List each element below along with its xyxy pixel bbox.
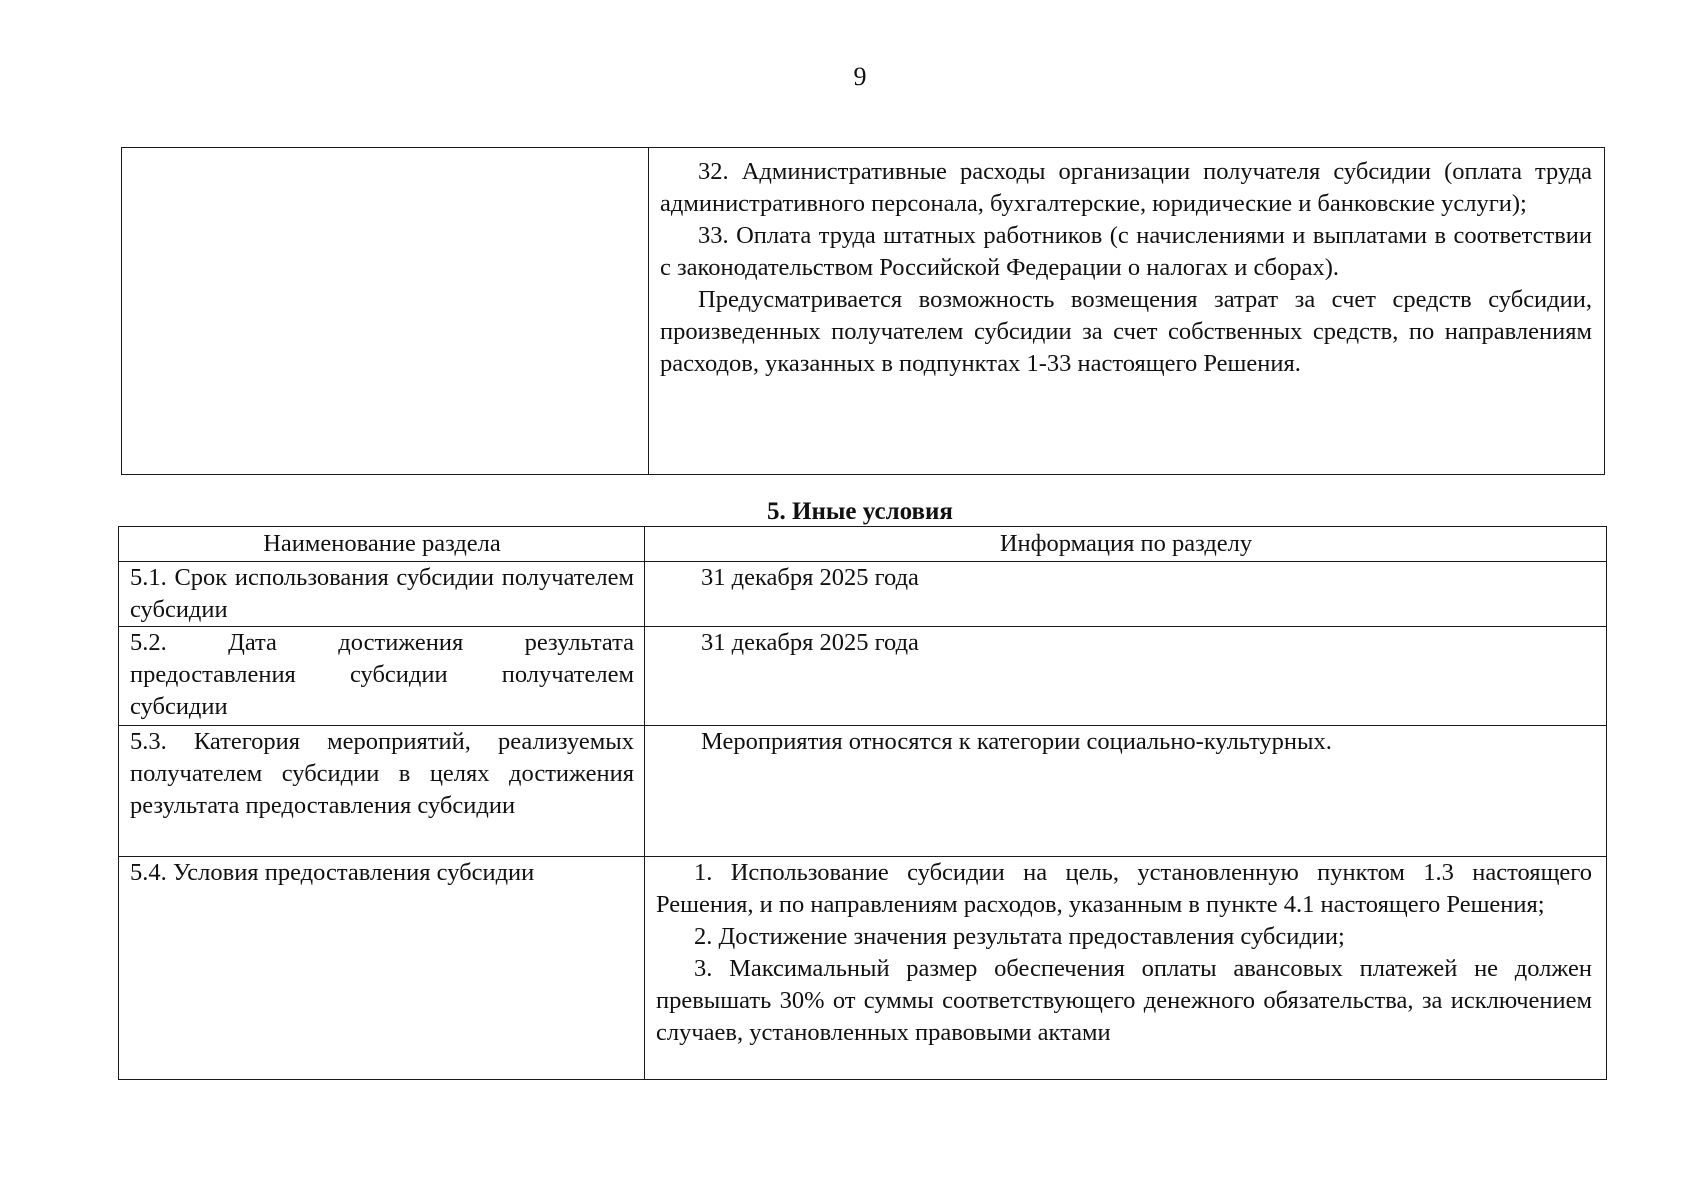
condition-item-2: 2. Достижение значения результата предоставления субсидии;: [694, 923, 1345, 950]
info-paragraph: 31 декабря 2025 года: [701, 629, 919, 656]
expense-item-33: 33. Оплата труда штатных работников (с начислениями и выплатами в соответствии с законодательством Российской Федерации о налогах и сборах).: [660, 222, 1592, 281]
page-number: 9: [853, 62, 867, 91]
condition-item-1: 1. Использование субсидии на цель, установленную пунктом 1.3 настоящего Решения, и по направлениям расходов, указанным в пункте 4.1 настоящего Решения;: [656, 859, 1592, 918]
row-name-5-1: 5.1. Срок использования субсидии получателем субсидии: [119, 562, 645, 627]
reimbursement-note: Предусматривается возможность возмещения затрат за счет средств субсидии, произведенных получателем субсидии за счет собственных средств, по направлениям расходов, указанных в подпунктах 1-33 настоящего Решения.: [660, 286, 1592, 377]
table-row: [122, 148, 1605, 475]
table-header-row: [119, 527, 1607, 562]
info-paragraph: 31 декабря 2025 года: [701, 564, 919, 591]
column-header-info: Информация по разделу: [645, 527, 1607, 562]
conditions-table: [118, 526, 1607, 1080]
row-name-5-3: 5.3. Категория мероприятий, реализуемых получателем субсидии в целях достижения результата предоставления субсидии: [119, 726, 645, 857]
row-name-5-4: 5.4. Условия предоставления субсидии: [119, 857, 645, 1080]
expenses-cell: [649, 148, 1605, 475]
table-row: [119, 726, 1607, 857]
row-info-5-2: [645, 627, 1607, 726]
info-paragraph: Мероприятия относятся к категории социально-культурных.: [701, 728, 1332, 755]
row-info-5-4: [645, 857, 1607, 1080]
table-row: [119, 562, 1607, 627]
row-name-5-2: 5.2. Дата достижения результата предоставления субсидии получателем субсидии: [119, 627, 645, 726]
column-header-name: Наименование раздела: [119, 527, 645, 562]
condition-item-3: 3. Максимальный размер обеспечения оплаты авансовых платежей не должен превышать 30% от суммы соответствующего денежного обязательства, за исключением случаев, установленных правовыми актами: [656, 955, 1592, 1046]
expense-item-32: 32. Административные расходы организации получателя субсидии (оплата труда административного персонала, бухгалтерские, юридические и банковские услуги);: [660, 158, 1592, 217]
table-row: [119, 857, 1607, 1080]
expenses-continuation-table: [121, 147, 1605, 475]
section-title: 5. Иные условия: [767, 498, 953, 525]
row-info-5-1: [645, 562, 1607, 627]
empty-cell: [122, 148, 649, 475]
table-row: [119, 627, 1607, 726]
row-info-5-3: [645, 726, 1607, 857]
